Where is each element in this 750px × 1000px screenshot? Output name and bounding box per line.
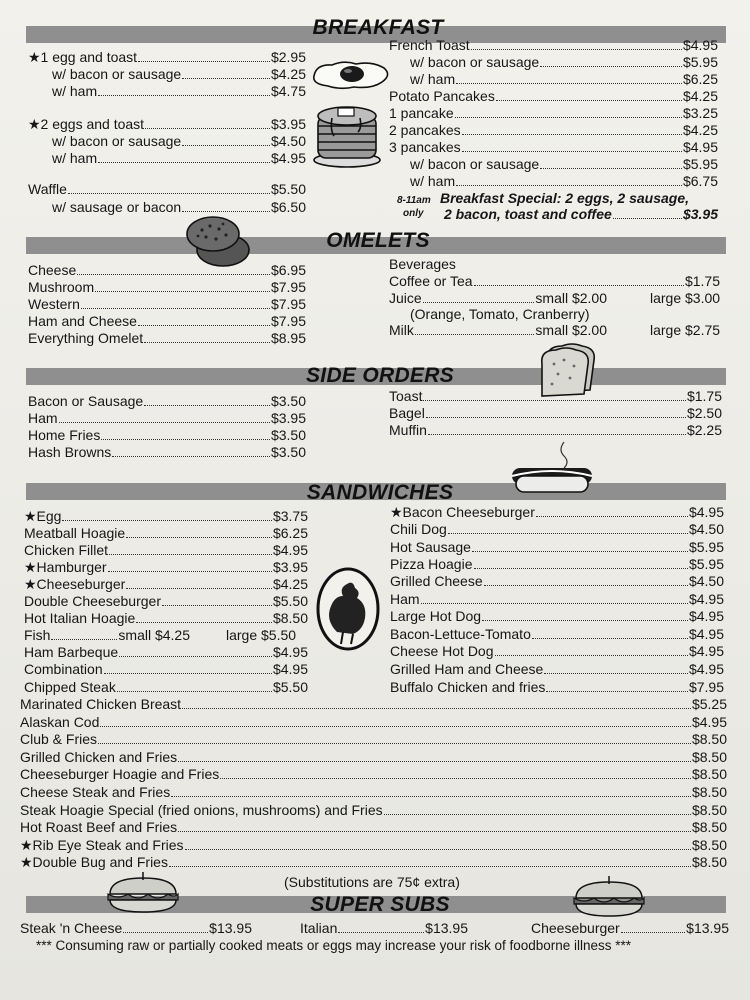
menu-item: Ham and Cheese $7.95 — [28, 313, 306, 329]
menu-item: Toast $1.75 — [389, 388, 722, 404]
menu-item: w/ sausage or bacon $6.50 — [52, 199, 306, 215]
fish-large-price: large $5.50 — [226, 627, 297, 643]
menu-item: w/ ham $6.25 — [410, 71, 718, 87]
menu-item: w/ ham $4.75 — [52, 83, 306, 99]
menu-item: Buffalo Chicken and fries $7.95 — [390, 679, 724, 695]
menu-item: Cheeseburger $13.95 — [531, 920, 729, 936]
menu-item: w/ bacon or sausage $5.95 — [410, 156, 718, 172]
sub-sandwich-icon — [572, 876, 646, 920]
menu-item: Steak Hoagie Special (fried onions, mushrooms) and Fries $8.50 — [20, 802, 727, 818]
menu-item: Marinated Chicken Breast $5.25 — [20, 696, 727, 712]
menu-item: Cheeseburger Hoagie and Fries $8.50 — [20, 766, 727, 782]
omelets-title: OMELETS — [326, 229, 430, 252]
menu-item: Ham Barbeque $4.95 — [24, 644, 308, 660]
sausage-patty-icon — [186, 212, 252, 270]
menu-item: ★Hamburger $3.95 — [24, 559, 308, 575]
menu-item: Grilled Chicken and Fries $8.50 — [20, 749, 727, 765]
menu-item: ★2 eggs and toast $3.95 — [28, 116, 306, 132]
beverages-heading: Beverages — [389, 256, 456, 272]
menu-item: Waffle $5.50 — [28, 181, 306, 197]
menu-item: Chipped Steak $5.50 — [24, 679, 308, 695]
menu-item: Chili Dog $4.50 — [390, 521, 724, 537]
menu-item: ★1 egg and toast $2.95 — [28, 49, 306, 65]
menu-item: w/ bacon or sausage $4.50 — [52, 133, 306, 149]
menu-item: Cheese $6.95 — [28, 262, 306, 278]
side-orders-title: SIDE ORDERS — [306, 364, 454, 387]
menu-item: Alaskan Cod $4.95 — [20, 714, 727, 730]
menu-item: w/ ham $6.75 — [410, 173, 718, 189]
menu-item: Chicken Fillet $4.95 — [24, 542, 308, 558]
food-safety-disclaimer: *** Consuming raw or partially cooked meats or eggs may increase your risk of foodborne illness *** — [36, 938, 632, 953]
super-subs-title: SUPER SUBS — [310, 893, 450, 916]
menu-item: Juice small $2.00 — [389, 290, 607, 306]
menu-item: 2 pancakes $4.25 — [389, 122, 718, 138]
breakfast-special-line1: Breakfast Special: 2 eggs, 2 sausage, — [440, 190, 690, 206]
menu-item: Cheese Steak and Fries $8.50 — [20, 784, 727, 800]
special-only: only — [403, 208, 424, 219]
menu-item: Pizza Hoagie $5.95 — [390, 556, 724, 572]
menu-item: Bagel $2.50 — [389, 405, 722, 421]
menu-item: Combination $4.95 — [24, 661, 308, 677]
menu-item: 3 pancakes $4.95 — [389, 139, 718, 155]
menu-item: Western $7.95 — [28, 296, 306, 312]
menu-item: Steak 'n Cheese $13.95 — [20, 920, 252, 936]
menu-item: Fish small $4.25 — [24, 627, 190, 643]
menu-item: Ham $3.95 — [28, 410, 306, 426]
substitutions-note: (Substitutions are 75¢ extra) — [284, 874, 460, 890]
toast-icon — [538, 340, 602, 398]
menu-item: Club & Fries $8.50 — [20, 731, 727, 747]
menu-item: Bacon or Sausage $3.50 — [28, 393, 306, 409]
menu-item: ★Double Bug and Fries $8.50 — [20, 854, 727, 870]
juice-flavors: (Orange, Tomato, Cranberry) — [410, 306, 590, 322]
special-time: 8-11am — [397, 195, 431, 206]
hot-dog-icon — [506, 438, 598, 504]
fried-egg-icon — [310, 58, 392, 92]
menu-item: ★Egg $3.75 — [24, 508, 308, 524]
menu-item: Coffee or Tea $1.75 — [389, 273, 720, 289]
menu-item: Bacon-Lettuce-Tomato $4.95 — [390, 626, 724, 642]
menu-item: w/ ham $4.95 — [52, 150, 306, 166]
menu-item: ★Cheeseburger $4.25 — [24, 576, 308, 592]
menu-item: Hot Roast Beef and Fries $8.50 — [20, 819, 727, 835]
menu-item: ★Rib Eye Steak and Fries $8.50 — [20, 837, 727, 853]
juice-large-price: large $3.00 — [650, 290, 721, 306]
menu-item: w/ bacon or sausage $4.25 — [52, 66, 306, 82]
menu-item: 1 pancake $3.25 — [389, 105, 718, 121]
menu-item: Grilled Ham and Cheese $4.95 — [390, 661, 724, 677]
menu-item: Milk small $2.00 — [389, 322, 607, 338]
milk-large-price: large $2.75 — [650, 322, 721, 338]
menu-item: Hot Sausage $5.95 — [390, 539, 724, 555]
menu-item: Hot Italian Hoagie $8.50 — [24, 610, 308, 626]
breakfast-special-line2: 2 bacon, toast and coffee $3.95 — [444, 206, 718, 222]
pancake-stack-icon — [312, 102, 382, 168]
breakfast-title: BREAKFAST — [312, 16, 444, 39]
menu-item: Double Cheeseburger $5.50 — [24, 593, 308, 609]
sub-sandwich-icon — [106, 872, 180, 916]
menu-item: Ham $4.95 — [390, 591, 724, 607]
menu-item: Cheese Hot Dog $4.95 — [390, 643, 724, 659]
menu-item: Potato Pancakes $4.25 — [389, 88, 718, 104]
menu-item: Mushroom $7.95 — [28, 279, 306, 295]
menu-item: Grilled Cheese $4.50 — [390, 573, 724, 589]
menu-item: Hash Browns $3.50 — [28, 444, 306, 460]
menu-item: Home Fries $3.50 — [28, 427, 306, 443]
menu-item: Muffin $2.25 — [389, 422, 722, 438]
menu-item: w/ bacon or sausage $5.95 — [410, 54, 718, 70]
menu-item: Large Hot Dog $4.95 — [390, 608, 724, 624]
menu-item: Everything Omelet $8.95 — [28, 330, 306, 346]
menu-item: French Toast $4.95 — [389, 37, 718, 53]
rooster-icon — [315, 566, 381, 652]
menu-item: ★Bacon Cheeseburger $4.95 — [390, 504, 724, 520]
sandwiches-title: SANDWICHES — [306, 481, 454, 504]
menu-item: Italian $13.95 — [300, 920, 468, 936]
menu-item: Meatball Hoagie $6.25 — [24, 525, 308, 541]
